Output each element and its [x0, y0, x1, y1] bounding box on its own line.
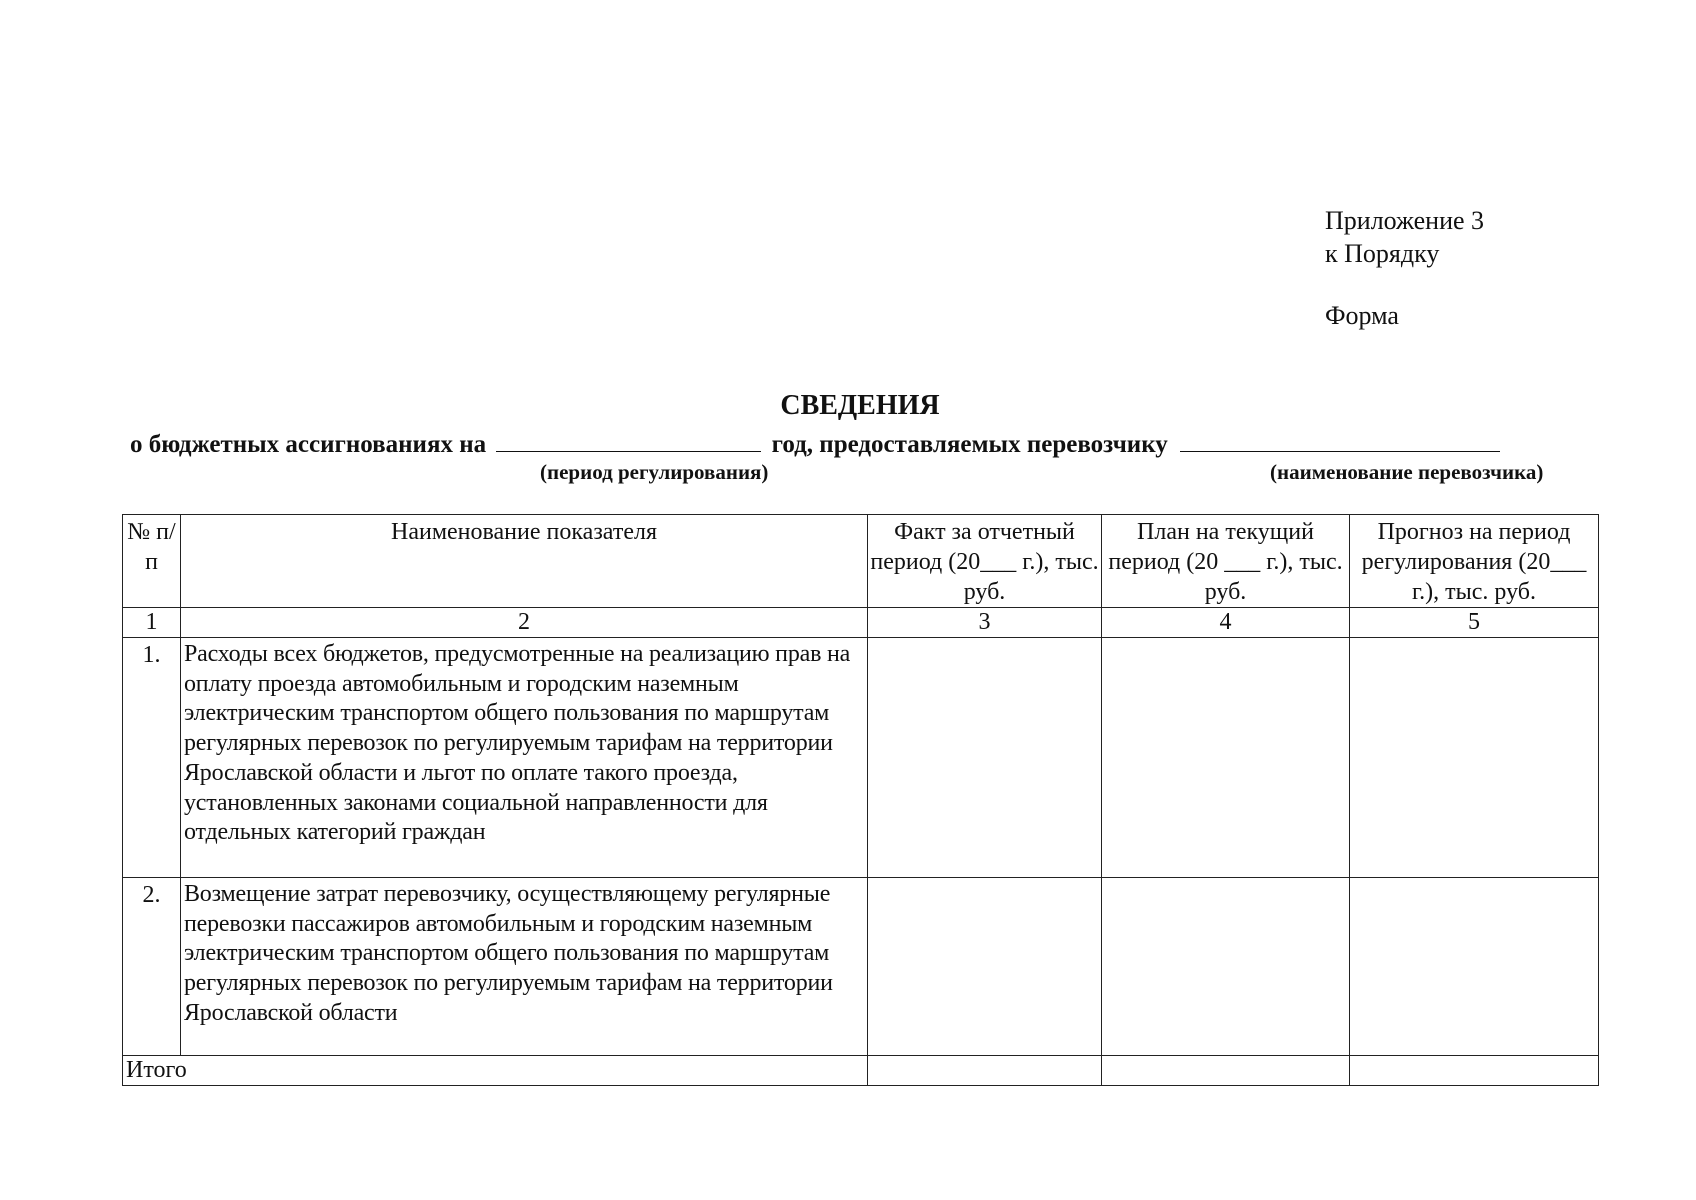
total-row: [123, 1056, 1599, 1086]
appendix-number: Приложение 3: [1325, 206, 1485, 235]
total-plan-cell[interactable]: [1102, 1056, 1350, 1086]
header-number: № п/п: [123, 515, 181, 608]
appendix-block: [1325, 204, 1484, 332]
table-row: [123, 638, 1599, 878]
column-number: 3: [868, 608, 1102, 638]
table-row: [123, 878, 1599, 1056]
period-blank-field[interactable]: [496, 427, 761, 452]
total-forecast-cell[interactable]: [1350, 1056, 1599, 1086]
budget-table: [122, 514, 1599, 1086]
column-number: 2: [181, 608, 868, 638]
plan-cell[interactable]: [1102, 638, 1350, 878]
header-plan: План на текущий период (20 ___ г.), тыс. руб.: [1102, 515, 1350, 608]
fact-cell[interactable]: [868, 878, 1102, 1056]
forecast-cell[interactable]: [1350, 878, 1599, 1056]
forecast-cell[interactable]: [1350, 638, 1599, 878]
total-label: Итого: [123, 1056, 868, 1086]
document-title: СВЕДЕНИЯ: [780, 390, 940, 421]
carrier-blank-field[interactable]: [1180, 427, 1500, 452]
header-fact: Факт за отчетный период (20___ г.), тыс. руб.: [868, 515, 1102, 608]
row-indicator-name: Возмещение затрат перевозчику, осуществляющему регулярные перевозки пассажиров автомобильным и городским наземным электрическим транспортом общего пользования по маршрутам регулярных перевозок по регулируемым тарифам на территории Ярославской области: [181, 878, 868, 1056]
fact-cell[interactable]: [868, 638, 1102, 878]
column-number-row: [123, 608, 1599, 638]
appendix-reference: к Порядку: [1325, 239, 1440, 268]
subtitle-part1: о бюджетных ассигнованиях на: [130, 431, 487, 458]
subtitle-part2: год, предоставляемых перевозчику: [771, 431, 1168, 458]
header-forecast: Прогноз на период регулирования (20___ г.), тыс. руб.: [1350, 515, 1599, 608]
column-number: 5: [1350, 608, 1599, 638]
row-number: 2.: [123, 878, 181, 1056]
form-label: Форма: [1325, 301, 1399, 330]
carrier-caption: (наименование перевозчика): [1270, 460, 1544, 484]
column-number: 4: [1102, 608, 1350, 638]
total-fact-cell[interactable]: [868, 1056, 1102, 1086]
document-subtitle: [130, 427, 1500, 459]
period-caption: (период регулирования): [540, 460, 769, 484]
column-number: 1: [123, 608, 181, 638]
row-number: 1.: [123, 638, 181, 878]
row-indicator-name: Расходы всех бюджетов, предусмотренные на реализацию прав на оплату проезда автомобильным и городским наземным электрическим транспортом общего пользования по маршрутам регулярных перевозок по регулируемым тарифам на территории Ярославской области и льгот по оплате такого проезда, установленных законами социальной направленности для отдельных категорий граждан: [181, 638, 868, 878]
table-header-row: [123, 515, 1599, 608]
plan-cell[interactable]: [1102, 878, 1350, 1056]
header-indicator-name: Наименование показателя: [181, 515, 868, 608]
